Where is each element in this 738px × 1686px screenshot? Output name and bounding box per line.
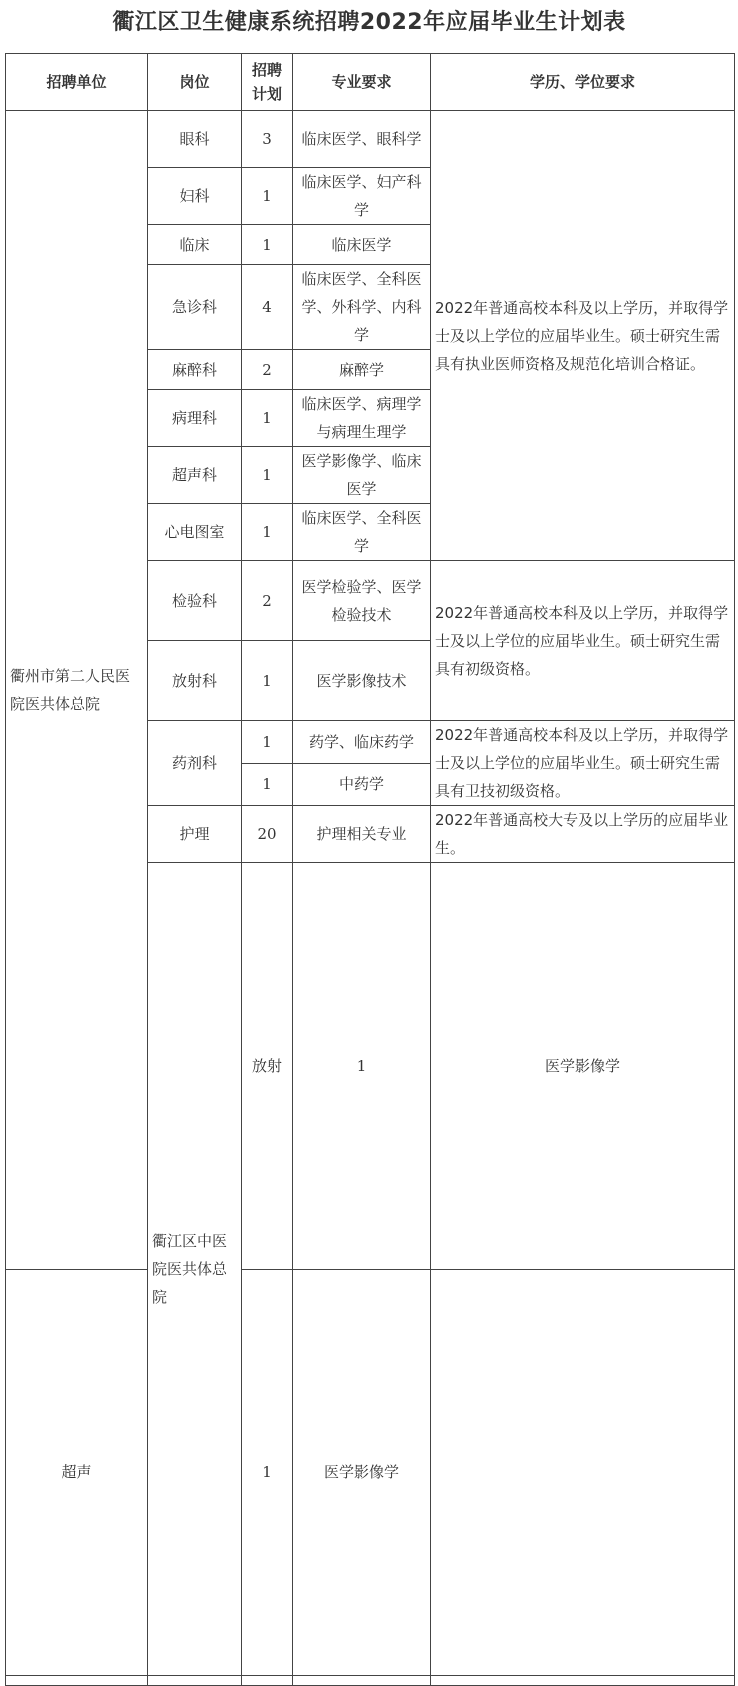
plan-cell: 1 bbox=[242, 225, 293, 265]
empty-cell bbox=[242, 1676, 293, 1686]
plan-cell: 1 bbox=[293, 863, 431, 1270]
post-cell: 超声科 bbox=[148, 447, 242, 504]
major-cell: 药学、临床药学 bbox=[293, 721, 431, 764]
plan-cell: 1 bbox=[242, 390, 293, 447]
table-header-row bbox=[6, 54, 735, 111]
education-cell: 2022年普通高校本科及以上学历，并取得学士及以上学位的应届毕业生。硕士研究生需具有初级资格。 bbox=[431, 561, 735, 721]
post-cell: 麻醉科 bbox=[148, 350, 242, 390]
post-cell: 临床 bbox=[148, 225, 242, 265]
header-education: 学历、学位要求 bbox=[431, 54, 735, 111]
plan-cell: 1 bbox=[242, 1269, 293, 1676]
plan-cell: 4 bbox=[242, 265, 293, 350]
education-cell: 2022年普通高校本科及以上学历，并取得学士及以上学位的应届毕业生。硕士研究生需具有执业医师资格及规范化培训合格证。 bbox=[431, 111, 735, 561]
unit-cell: 衢江区中医院医共体总院 bbox=[148, 863, 242, 1676]
table-row bbox=[6, 1269, 735, 1676]
plan-cell: 3 bbox=[242, 111, 293, 168]
major-cell: 临床医学、全科医学 bbox=[293, 504, 431, 561]
major-cell: 医学影像技术 bbox=[293, 641, 431, 721]
major-cell: 中药学 bbox=[293, 763, 431, 806]
major-cell: 临床医学、全科医学、外科学、内科学 bbox=[293, 265, 431, 350]
major-cell: 护理相关专业 bbox=[293, 806, 431, 863]
plan-cell: 1 bbox=[242, 447, 293, 504]
plan-cell: 2 bbox=[242, 561, 293, 641]
empty-cell bbox=[148, 1676, 242, 1686]
plan-cell: 1 bbox=[242, 504, 293, 561]
header-post: 岗位 bbox=[148, 54, 242, 111]
empty-cell bbox=[293, 1676, 431, 1686]
header-unit: 招聘单位 bbox=[6, 54, 148, 111]
post-cell: 药剂科 bbox=[148, 721, 242, 806]
education-cell: 2022年普通高校本科及以上学历，并取得学士及以上学位的应届毕业生。硕士研究生需具有卫技初级资格。 bbox=[431, 721, 735, 806]
plan-cell: 2 bbox=[242, 350, 293, 390]
major-cell: 麻醉学 bbox=[293, 350, 431, 390]
recruitment-plan-table bbox=[5, 53, 735, 1686]
table-row bbox=[6, 111, 735, 168]
major-cell: 医学影像学 bbox=[431, 863, 735, 1270]
empty-cell bbox=[431, 1676, 735, 1686]
plan-cell: 1 bbox=[242, 721, 293, 764]
major-cell: 临床医学、妇产科学 bbox=[293, 168, 431, 225]
major-cell: 医学影像学、临床医学 bbox=[293, 447, 431, 504]
header-major: 专业要求 bbox=[293, 54, 431, 111]
major-cell: 医学检验学、医学检验技术 bbox=[293, 561, 431, 641]
post-cell: 放射科 bbox=[148, 641, 242, 721]
post-cell: 急诊科 bbox=[148, 265, 242, 350]
education-cell: 2022年普通高校大专及以上学历的应届毕业生。 bbox=[431, 806, 735, 863]
post-cell: 妇科 bbox=[148, 168, 242, 225]
major-cell: 医学影像学 bbox=[293, 1269, 431, 1676]
major-cell: 临床医学 bbox=[293, 225, 431, 265]
post-cell: 检验科 bbox=[148, 561, 242, 641]
major-cell: 临床医学、眼科学 bbox=[293, 111, 431, 168]
plan-cell: 1 bbox=[242, 641, 293, 721]
post-cell: 超声 bbox=[6, 1269, 148, 1676]
major-cell: 临床医学、病理学与病理生理学 bbox=[293, 390, 431, 447]
post-cell: 护理 bbox=[148, 806, 242, 863]
plan-cell: 1 bbox=[242, 763, 293, 806]
post-cell: 心电图室 bbox=[148, 504, 242, 561]
post-cell: 病理科 bbox=[148, 390, 242, 447]
post-cell: 放射 bbox=[242, 863, 293, 1270]
empty-cell bbox=[6, 1676, 148, 1686]
table-row bbox=[6, 1676, 735, 1686]
post-cell: 眼科 bbox=[148, 111, 242, 168]
unit-cell: 衢州市第二人民医院医共体总院 bbox=[6, 111, 148, 1270]
plan-cell: 20 bbox=[242, 806, 293, 863]
plan-cell: 1 bbox=[242, 168, 293, 225]
header-plan: 招聘 计划 bbox=[242, 54, 293, 111]
page-title: 衢江区卫生健康系统招聘2022年应届毕业生计划表 bbox=[112, 10, 626, 35]
